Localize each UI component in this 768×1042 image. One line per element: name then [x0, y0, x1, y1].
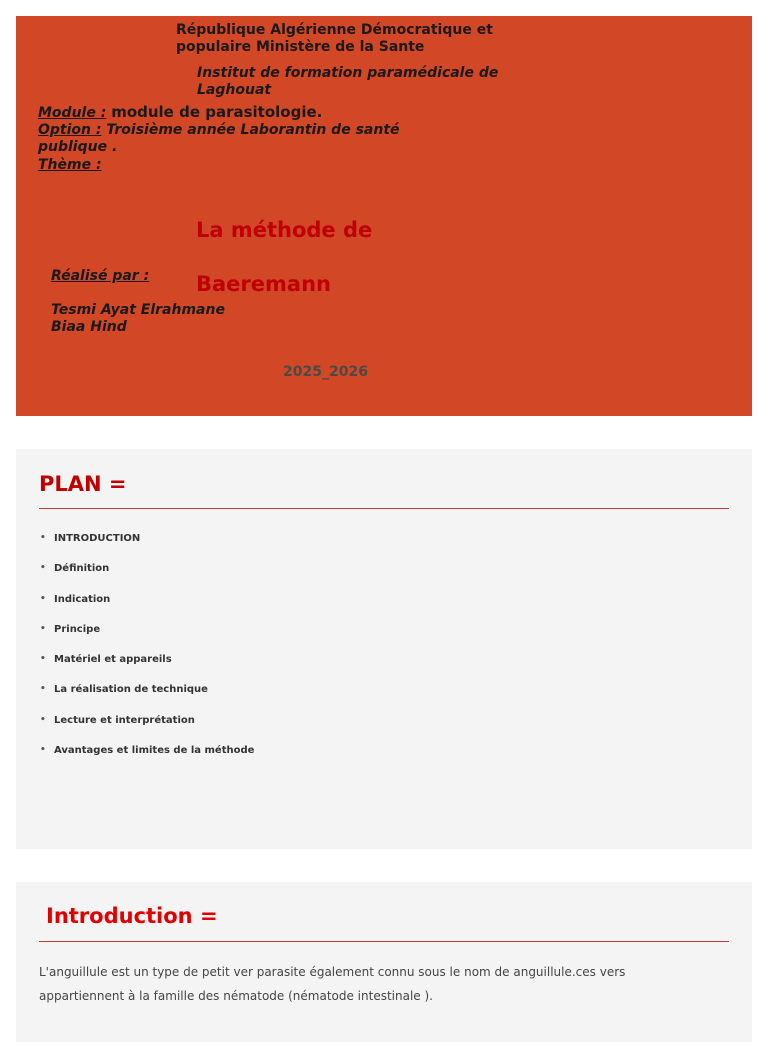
- plan-list: [40, 533, 254, 775]
- bullet-icon: •: [40, 533, 46, 543]
- author-name: Biaa Hind: [51, 319, 127, 335]
- plan-item-label: Matériel et appareils: [54, 654, 172, 666]
- theme-title-line2: Baeremann: [196, 272, 331, 296]
- bullet-icon: •: [40, 745, 46, 756]
- introduction-body: L'anguillule est un type de petit ver parasite également connu sous le nom de anguillule.ces vers appartiennent à la famille des nématode (nématode intestinale ).: [39, 965, 626, 1003]
- option-value: Troisième année Laborantin de santé publique .: [38, 122, 400, 155]
- bullet-icon: •: [40, 623, 46, 634]
- plan-item: [40, 563, 254, 593]
- plan-item: [40, 654, 254, 684]
- theme-title-line1: La méthode de: [196, 218, 373, 242]
- theme-label: Thème :: [38, 157, 102, 173]
- option-label: Option :: [38, 122, 102, 138]
- plan-item-label: Indication: [54, 593, 111, 605]
- plan-item: [40, 624, 254, 654]
- plan-item: [40, 594, 254, 624]
- plan-slide: [16, 449, 752, 849]
- bullet-icon: •: [40, 593, 46, 604]
- plan-item-label: Définition: [54, 563, 110, 575]
- module-line: [38, 104, 428, 122]
- module-label: Module :: [38, 105, 107, 121]
- institute-name: Institut de formation paramédicale de Laghouat: [197, 65, 499, 98]
- plan-item: [40, 684, 254, 714]
- bullet-icon: •: [40, 714, 46, 725]
- introduction-title: Introduction =: [46, 904, 218, 928]
- author-name: Tesmi Ayat Elrahmane: [51, 302, 225, 318]
- plan-item-label: Lecture et interprétation: [54, 714, 195, 726]
- introduction-slide: [16, 882, 752, 1042]
- plan-item: [40, 745, 254, 775]
- divider: [39, 941, 729, 942]
- plan-item-label: Principe: [54, 623, 101, 635]
- academic-year: 2025_2026: [283, 364, 368, 380]
- authors-label: Réalisé par :: [51, 268, 150, 284]
- title-slide: [16, 16, 752, 416]
- plan-item: [40, 533, 254, 563]
- bullet-icon: •: [40, 654, 46, 665]
- plan-title: PLAN =: [39, 472, 127, 496]
- option-line: [38, 122, 423, 156]
- ministry-header: République Algérienne Démocratique et populaire Ministère de la Sante: [176, 22, 493, 55]
- bullet-icon: •: [40, 684, 46, 695]
- plan-item: [40, 715, 254, 745]
- plan-item-label: La réalisation de technique: [54, 684, 208, 696]
- divider: [39, 508, 729, 509]
- plan-item-label: INTRODUCTION: [54, 533, 141, 544]
- bullet-icon: •: [40, 563, 46, 574]
- plan-item-label: Avantages et limites de la méthode: [54, 745, 255, 757]
- module-value: module de parasitologie.: [111, 103, 323, 121]
